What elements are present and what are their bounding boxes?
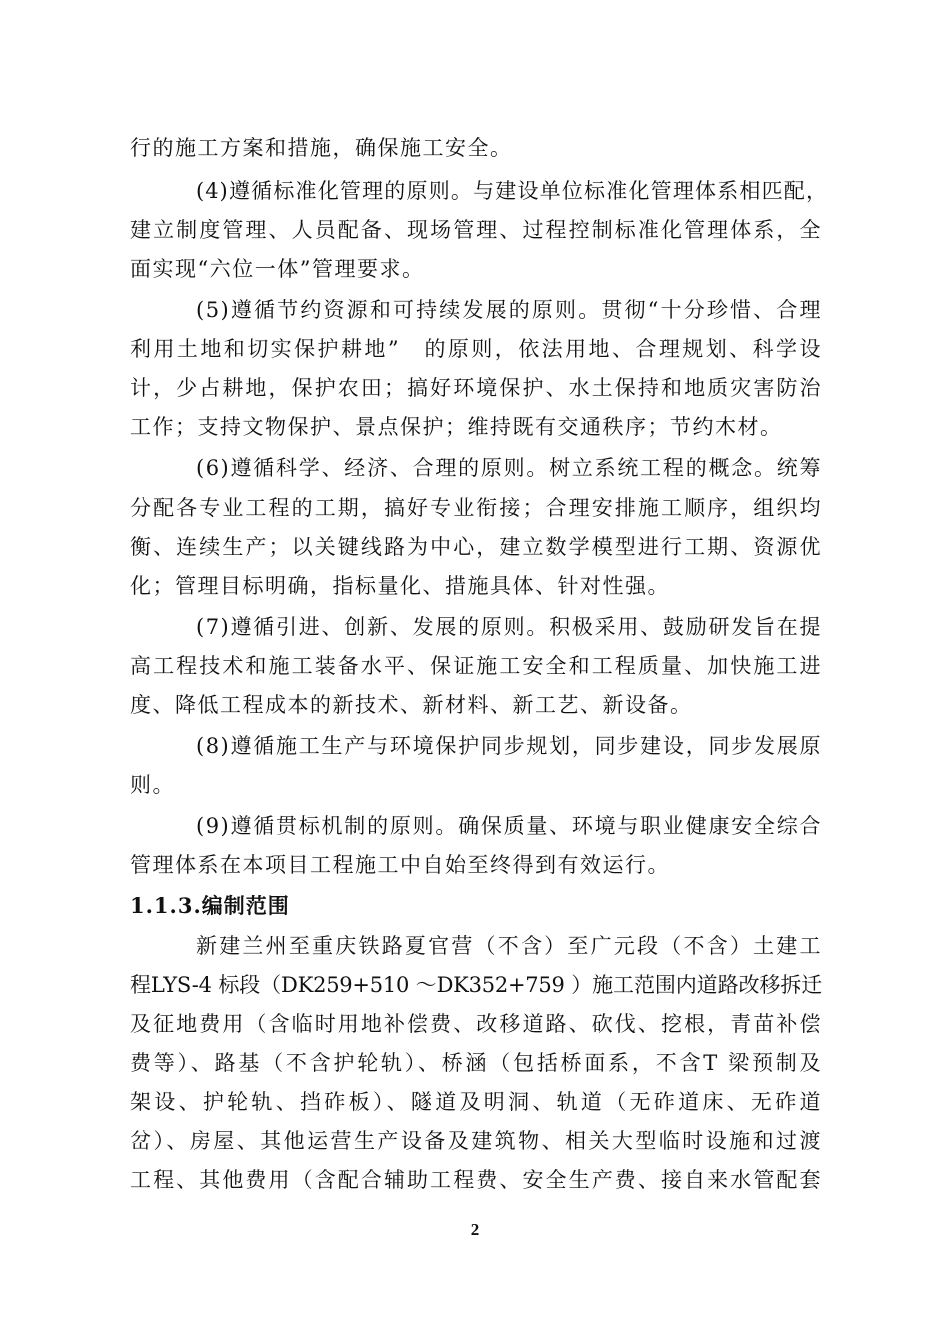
paragraph-line: 计，少占耕地，保护农田；搞好环境保护、水土保持和地质灾害防治 xyxy=(130,376,822,400)
paragraph-line: 管理体系在本项目工程施工中自始至终得到有效运行。 xyxy=(130,853,670,877)
paragraph-line: 度、降低工程成本的新技术、新材料、新工艺、新设备。 xyxy=(130,693,693,717)
paragraph-line: (9)遵循贯标机制的原则。确保质量、环境与职业健康安全综合 xyxy=(196,814,822,838)
paragraph-line: 岔）、房屋、其他运营生产设备及建筑物、相关大型临时设施和过渡 xyxy=(130,1129,822,1153)
paragraph-line: 分配各专业工程的工期，搞好专业衔接；合理安排施工顺序，组织均 xyxy=(130,496,822,520)
paragraph-line: 程LYS-4 标段（DK259+510 ～DK352+759 ）施工范围内道路改移拆迁 xyxy=(130,973,822,997)
paragraph-line: 工作；支持文物保护、景点保护；维持既有交通秩序；节约木材。 xyxy=(130,415,783,439)
page-number: 2 xyxy=(470,1220,480,1239)
paragraph-line: (6)遵循科学、经济、合理的原则。树立系统工程的概念。统筹 xyxy=(196,456,822,480)
paragraph-line: 则。 xyxy=(130,773,175,797)
paragraph-line: 费等）、路基（不含护轮轨）、桥涵（包括桥面系，不含T 梁预制及 xyxy=(130,1051,822,1075)
paragraph-line: (8)遵循施工生产与环境保护同步规划，同步建设，同步发展原 xyxy=(196,734,822,758)
paragraph-line: 建立制度管理、人员配备、现场管理、过程控制标准化管理体系，全 xyxy=(130,218,822,242)
paragraph-line: 利用土地和切实保护耕地” 的原则，依法用地、合理规划、科学设 xyxy=(130,337,822,361)
paragraph-line: 新建兰州至重庆铁路夏官营（不含）至广元段（不含）土建工 xyxy=(196,934,822,958)
section-heading: 1.1.3.编制范围 xyxy=(130,893,290,918)
paragraph-line: 化；管理目标明确，指标量化、措施具体、针对性强。 xyxy=(130,574,670,598)
paragraph-line: 行的施工方案和措施，确保施工安全。 xyxy=(130,136,513,160)
paragraph-line: 高工程技术和施工装备水平、保证施工安全和工程质量、加快施工进 xyxy=(130,654,822,678)
paragraph-line: (5)遵循节约资源和可持续发展的原则。贯彻“十分珍惜、合理 xyxy=(196,298,822,322)
paragraph-line: 衡、连续生产；以关键线路为中心，建立数学模型进行工期、资源优 xyxy=(130,535,822,559)
paragraph-line: 工程、其他费用（含配合辅助工程费、安全生产费、接自来水管配套 xyxy=(130,1168,822,1192)
paragraph-line: (4)遵循标准化管理的原则。与建设单位标准化管理体系相匹配， xyxy=(196,179,828,203)
paragraph-line: 及征地费用（含临时用地补偿费、改移道路、砍伐、挖根，青苗补偿 xyxy=(130,1012,822,1036)
paragraph-line: 面实现“六位一体”管理要求。 xyxy=(130,257,425,281)
paragraph-line: (7)遵循引进、创新、发展的原则。积极采用、鼓励研发旨在提 xyxy=(196,615,822,639)
paragraph-line: 架设、护轮轨、挡砟板）、隧道及明洞、轨道（无砟道床、无砟道 xyxy=(130,1090,822,1114)
